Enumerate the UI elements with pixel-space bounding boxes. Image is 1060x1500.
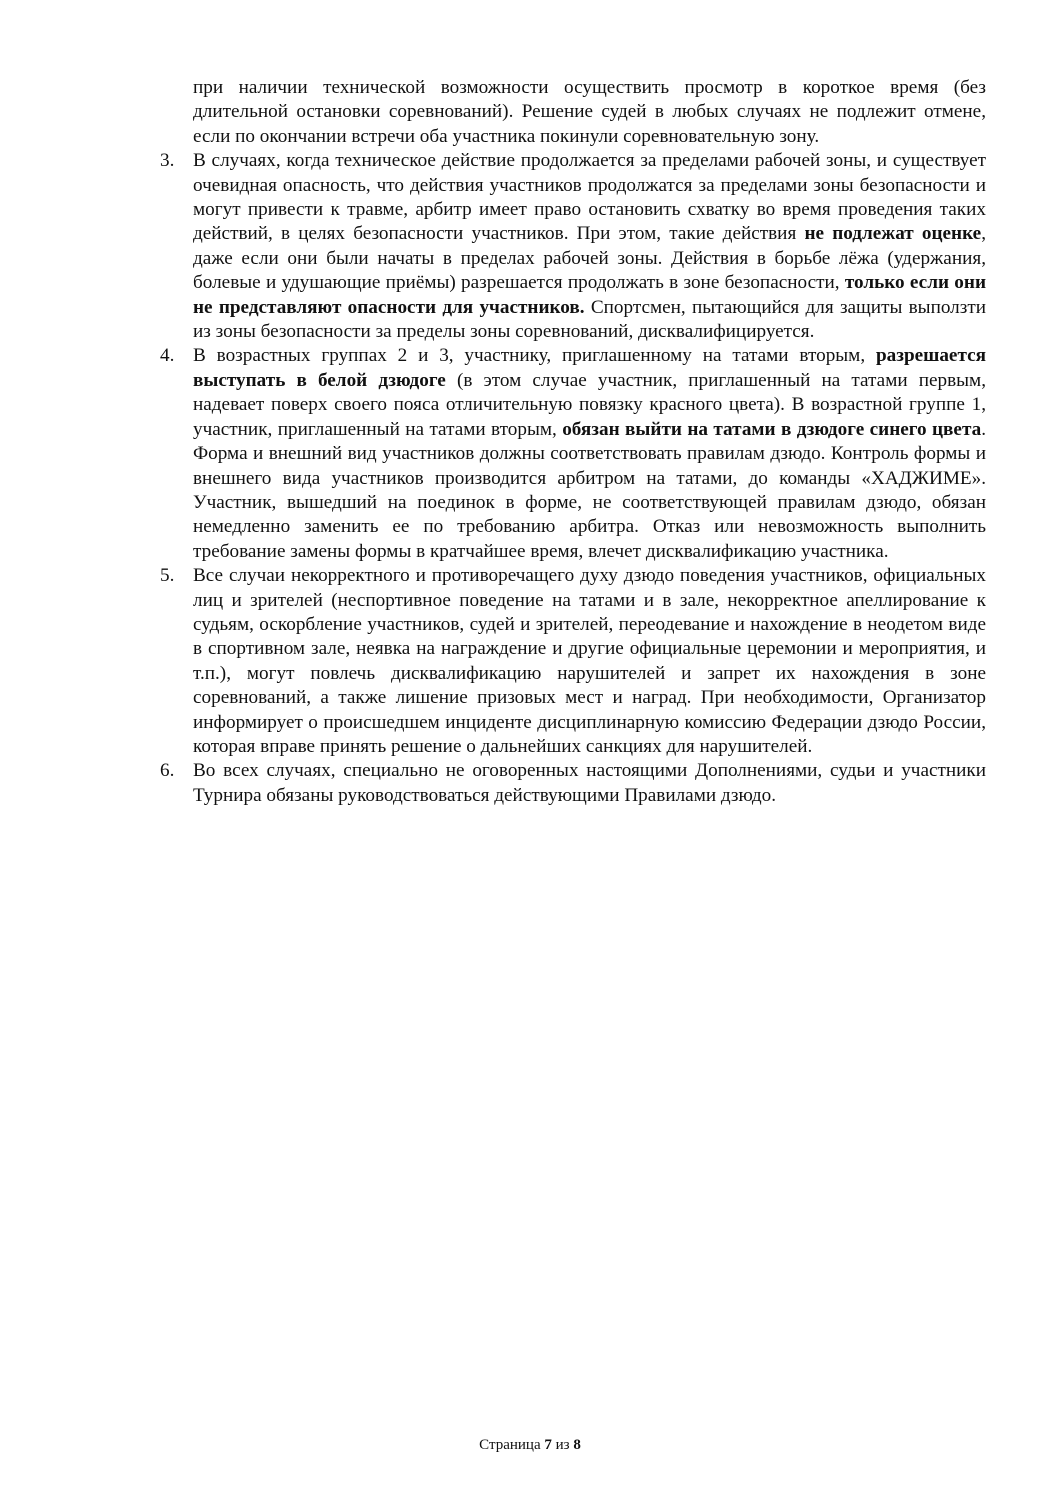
bold-text: не подлежат оценке [804, 223, 982, 245]
item-text: Спортсмен, пытающийся для защиты выползти из зоны безопасности за пределы зоны соревнований, дисквалифицируется. [193, 296, 986, 343]
continuation-paragraph: при наличии технической возможности осуществить просмотр в короткое время (без длительной остановки соревнований). Решение судей в любых случаях не подлежит отмене, если по окончании встречи оба участника покинули соревновательную зону. [193, 77, 986, 147]
bold-text: только если они не представляют опасности для участников. [193, 272, 986, 318]
item-text: , даже если они были начаты в пределах рабочей зоны. Действия в борьбе лёжа (удержания, болевые и удушающие приёмы) разрешается продолжать в зоне безопасности, [193, 223, 986, 294]
item-text: (в этом случае участник, приглашенный на татами первым, надевает поверх своего пояса отличительную повязку красного цвета). В возрастной группе 1, участник, приглашенный на татами вторым, [193, 369, 986, 440]
item-text: Все случаи некорректного и противоречащего духу дзюдо поведения участников, официальных лиц и зрителей (неспортивное поведение на татами и в зале, некорректное апеллирование к судьям, оскорбление участников, судей и зрителей, переодевание и нахождение в неодетом виде в спортивном зале, неявка на награждение и другие официальные церемонии и мероприятия, и т.п.), могут повлечь дисквалификацию нарушителей и запрет их нахождения в зоне соревнований, а также лишение призовых мест и наград. При необходимости, Организатор информирует о происшедшем инциденте дисциплинарную комиссию Федерации дзюдо России, которая вправе принять решение о дальнейших санкциях для нарушителей. [193, 565, 986, 757]
page-label: Страница [479, 1437, 541, 1453]
page-footer [0, 1437, 1060, 1454]
list-item-3 [160, 149, 986, 344]
item-text: В возрастных группах 2 и 3, участнику, приглашенному на татами вторым, [193, 345, 876, 367]
list-item-6 [160, 759, 986, 808]
item-text: Во всех случаях, специально не оговоренных настоящими Дополнениями, судьи и участники Турнира обязаны руководствоваться действующими Правилами дзюдо. [193, 760, 986, 806]
page-total: 8 [573, 1437, 581, 1453]
item-number: 5. [160, 565, 175, 587]
page-of: из [555, 1437, 570, 1453]
document-body [160, 76, 986, 808]
item-number: 4. [160, 345, 175, 367]
item-number: 3. [160, 150, 175, 172]
item-number: 6. [160, 760, 175, 782]
item-text: . Форма и внешний вид участников должны соответствовать правилам дзюдо. Контроль формы и внешнего вида участников производится арбитром на татами, до команды «ХАДЖИМЕ». Участник, вышедший на поединок в форме, не соответствующей правилам дзюдо, обязан немедленно заменить ее по требованию арбитра. Отказ или невозможность выполнить требование замены формы в кратчайшее время, влечет дисквалификацию участника. [193, 418, 986, 562]
bold-text: разрешается выступать в белой дзюдоге [193, 345, 986, 391]
bold-text: обязан выйти на татами в дзюдоге синего цвета [562, 418, 982, 440]
item-text: В случаях, когда техническое действие продолжается за пределами рабочей зоны, и существует очевидная опасность, что действия участников продолжатся за пределами зоны безопасности и могут привести к травме, арбитр имеет право остановить схватку во время проведения таких действий, в целях безопасности участников. При этом, такие действия [193, 150, 986, 245]
list-item-5 [160, 564, 986, 759]
page-current: 7 [544, 1437, 552, 1453]
list-item-4 [160, 344, 986, 564]
